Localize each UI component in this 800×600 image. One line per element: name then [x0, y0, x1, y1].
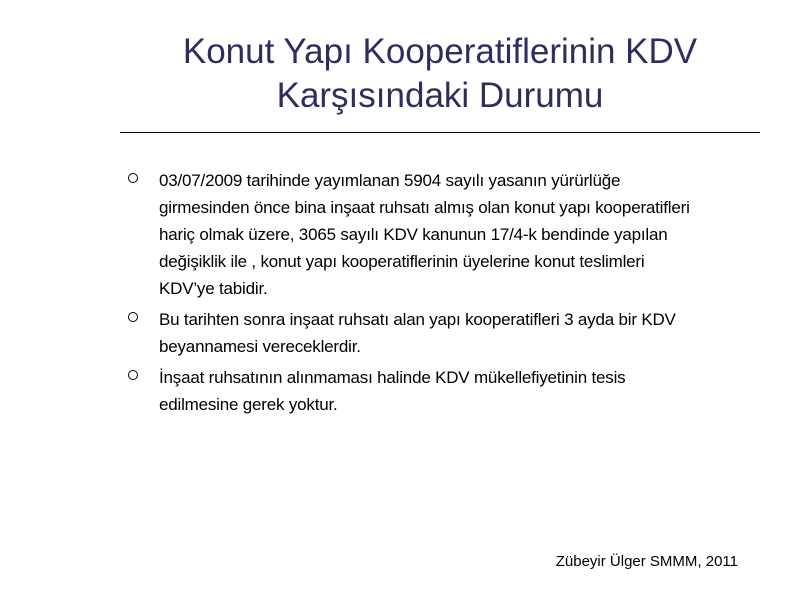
bullet-1-line-3: hariç olmak üzere, 3065 sayılı KDV kanunun 17/4-k bendinde yapılan: [159, 225, 668, 244]
bullet-2-line-1: Bu tarihten sonra inşaat ruhsatı alan yapı kooperatifleri 3 ayda bir KDV: [159, 310, 676, 329]
title-divider: [120, 132, 760, 133]
slide-title: [120, 30, 760, 118]
bullet-item-3: [128, 364, 748, 418]
bullet-list: [128, 167, 748, 422]
bullet-3-line-1: İnşaat ruhsatının alınmaması halinde KDV mükellefiyetinin tesis: [159, 368, 626, 387]
bullet-item-2: [128, 306, 748, 360]
bullet-1-line-5: KDV’ye tabidir.: [159, 279, 268, 298]
title-line-2: Karşısındaki Durumu: [276, 76, 604, 115]
bullet-1-line-4: değişiklik ile , konut yapı kooperatiflerinin üyelerine konut teslimleri: [159, 252, 645, 271]
hollow-circle-bullet-icon: [128, 312, 138, 322]
footer-credit: Zübeyir Ülger SMMM, 2011: [555, 553, 738, 570]
bullet-3-line-2: edilmesine gerek yoktur.: [159, 395, 338, 414]
hollow-circle-bullet-icon: [128, 370, 138, 380]
title-line-1: Konut Yapı Kooperatiflerinin KDV: [182, 32, 698, 71]
bullet-1-line-1: 03/07/2009 tarihinde yayımlanan 5904 sayılı yasanın yürürlüğe: [159, 171, 621, 190]
bullet-2-line-2: beyannamesi vereceklerdir.: [159, 337, 361, 356]
bullet-item-1: [128, 167, 748, 302]
hollow-circle-bullet-icon: [128, 173, 138, 183]
bullet-1-line-2: girmesinden önce bina inşaat ruhsatı almış olan konut yapı kooperatifleri: [159, 198, 690, 217]
